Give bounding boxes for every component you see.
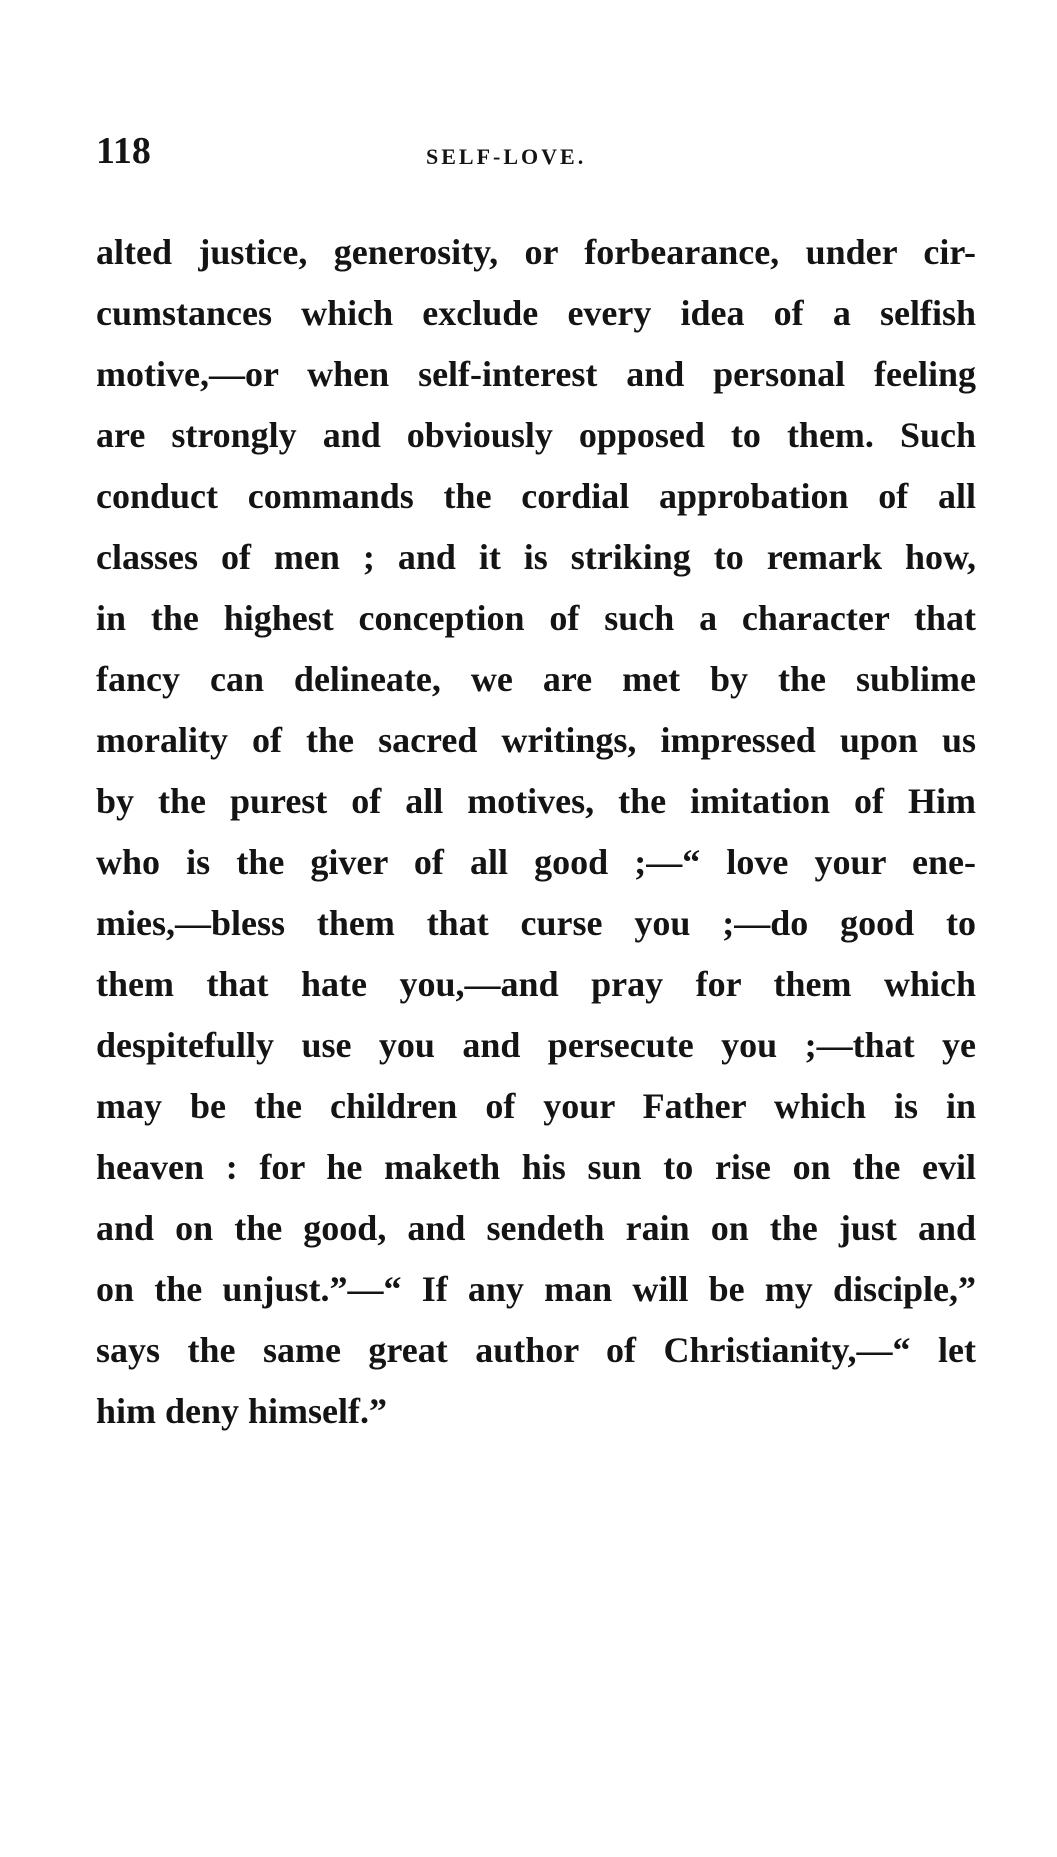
text-line: may be the children of your Father which is in bbox=[96, 1086, 976, 1126]
text-line: motive,—or when self-interest and personal feeling bbox=[96, 354, 976, 394]
text-line: him deny himself.” bbox=[96, 1391, 388, 1431]
text-line: mies,—bless them that curse you ;—do good to bbox=[96, 903, 976, 943]
text-line: fancy can delineate, we are met by the sublime bbox=[96, 659, 976, 699]
page-number: 118 bbox=[96, 130, 151, 172]
body-text bbox=[96, 222, 976, 1442]
text-line: and on the good, and sendeth rain on the just and bbox=[96, 1208, 976, 1248]
text-line: on the unjust.”—“ If any man will be my disciple,” bbox=[96, 1269, 976, 1309]
text-line: alted justice, generosity, or forbearance, under cir- bbox=[96, 232, 976, 272]
text-line: cumstances which exclude every idea of a selfish bbox=[96, 293, 976, 333]
text-line: by the purest of all motives, the imitation of Him bbox=[96, 781, 976, 821]
running-title: SELF-LOVE. bbox=[426, 144, 587, 169]
text-line: them that hate you,—and pray for them which bbox=[96, 964, 976, 1004]
text-line: despitefully use you and persecute you ;—that ye bbox=[96, 1025, 976, 1065]
text-line: morality of the sacred writings, impressed upon us bbox=[96, 720, 976, 760]
text-line: classes of men ; and it is striking to remark how, bbox=[96, 537, 976, 577]
text-line: in the highest conception of such a character that bbox=[96, 598, 976, 638]
text-line: are strongly and obviously opposed to them. Such bbox=[96, 415, 976, 455]
text-line: says the same great author of Christianity,—“ let bbox=[96, 1330, 976, 1370]
text-line: who is the giver of all good ;—“ love your ene- bbox=[96, 842, 976, 882]
text-line: heaven : for he maketh his sun to rise on the evil bbox=[96, 1147, 976, 1187]
text-line: conduct commands the cordial approbation of all bbox=[96, 476, 976, 516]
